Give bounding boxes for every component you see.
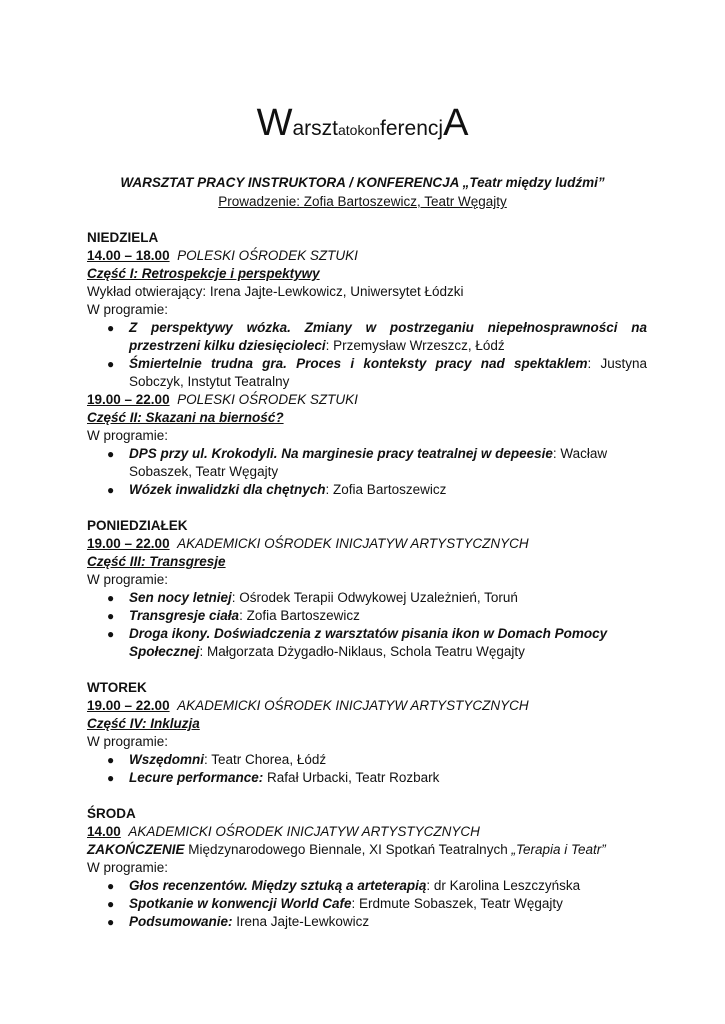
bullet-icon: ● (107, 321, 115, 335)
bullet-icon: ● (107, 897, 115, 911)
list-item (87, 445, 647, 481)
day-section (87, 229, 647, 499)
item-title: Śmiertelnie trudna gra. Proces i konteksty pracy nad spektaklem (129, 356, 588, 371)
list-item (87, 877, 647, 895)
item-detail: : Wacław Sobaszek, Teatr Węgajty (129, 446, 608, 479)
item-detail: : Małgorzata Dżygadło-Niklaus, Schola Teatru Węgajty (199, 644, 525, 659)
item-detail: : Przemysław Wrzeszcz, Łódź (325, 338, 505, 353)
day-heading: WTOREK (87, 680, 147, 695)
list-item (87, 481, 647, 499)
day-section (87, 517, 647, 661)
session-time-line (87, 535, 647, 553)
session-part: Część III: Transgresje (87, 554, 226, 569)
item-title: Spotkanie w konwencji World Cafe (129, 896, 352, 911)
session-time-line (87, 697, 647, 715)
bullet-icon: ● (107, 609, 115, 623)
day-heading: NIEDZIELA (87, 230, 159, 245)
bullet-icon: ● (107, 753, 115, 767)
session-place: AKADEMICKI OŚRODEK INICJATYW ARTYSTYCZNYCH (128, 824, 480, 839)
session-part: Część IV: Inkluzja (87, 716, 200, 731)
bullet-icon: ● (107, 915, 115, 929)
session-time-line (87, 823, 647, 841)
bullet-icon: ● (107, 879, 115, 893)
session-part: Część II: Skazani na bierność? (87, 410, 284, 425)
list-item (87, 355, 647, 391)
list-item (87, 913, 647, 931)
session-extra: Wykład otwierający: Irena Jajte-Lewkowicz, Uniwersytet Łódzki (87, 284, 464, 299)
closing-line (87, 841, 647, 859)
program-content (87, 229, 647, 931)
session-place: AKADEMICKI OŚRODEK INICJATYW ARTYSTYCZNYCH (177, 698, 529, 713)
item-title: Podsumowanie: (129, 914, 233, 929)
session-time-line (87, 391, 647, 409)
program-list (87, 877, 647, 931)
session-place: POLESKI OŚRODEK SZTUKI (177, 392, 358, 407)
day-heading: PONIEDZIAŁEK (87, 518, 188, 533)
document-title: WARSZTAT PRACY INSTRUKTORA / KONFERENCJA „Teatr między ludźmi” (120, 175, 605, 190)
logo-segment: ar (292, 117, 312, 140)
program-list (87, 319, 647, 391)
program-label: W programie: (87, 302, 169, 317)
program-label: W programie: (87, 428, 169, 443)
list-item (87, 607, 647, 625)
closing-text: Międzynarodowego Biennale, XI Spotkań Teatralnych (184, 842, 512, 857)
session-time: 19.00 – 22.00 (87, 536, 170, 551)
item-detail: Rafał Urbacki, Teatr Rozbark (263, 770, 440, 785)
item-title: Sen nocy letniej (129, 590, 232, 605)
bullet-icon: ● (107, 357, 115, 371)
session-time: 14.00 – 18.00 (87, 248, 170, 263)
session-part: Część I: Retrospekcje i perspektywy (87, 266, 320, 281)
list-item (87, 895, 647, 913)
bullet-icon: ● (107, 591, 115, 605)
list-item (87, 625, 647, 661)
session-place: AKADEMICKI OŚRODEK INICJATYW ARTYSTYCZNYCH (177, 536, 529, 551)
logo-letter: W (256, 102, 293, 144)
logo-segment: at (337, 122, 350, 138)
item-title: Głos recenzentów. Między sztuką a arteterapią (129, 878, 427, 893)
session-time: 14.00 (87, 824, 121, 839)
day-section (87, 805, 647, 931)
program-list (87, 751, 647, 787)
program-list (87, 589, 647, 661)
item-detail: Irena Jajte-Lewkowicz (232, 914, 370, 929)
document-subtitle: Prowadzenie: Zofia Bartoszewicz, Teatr Węgajty (218, 194, 507, 209)
program-list (87, 445, 647, 499)
list-item (87, 751, 647, 769)
program-label: W programie: (87, 860, 169, 875)
session-place: POLESKI OŚRODEK SZTUKI (177, 248, 358, 263)
item-title: Droga ikony. Doświadczenia z warsztatów pisania ikon w Domach Pomocy Społecznej (129, 626, 608, 659)
session-time: 19.00 – 22.00 (87, 392, 170, 407)
item-detail: : Teatr Chorea, Łódź (204, 752, 327, 767)
session-time: 19.00 – 22.00 (87, 698, 170, 713)
item-title: Wszędomni (129, 752, 205, 767)
logo-letter: A (443, 102, 469, 144)
logo-segment: okon (349, 122, 381, 138)
item-detail: : Zofia Bartoszewicz (239, 608, 360, 623)
item-detail: : Ośrodek Terapii Odwykowej Uzależnień, Toruń (231, 590, 518, 605)
program-label: W programie: (87, 572, 169, 587)
bullet-icon: ● (107, 447, 115, 461)
item-title: DPS przy ul. Krokodyli. Na marginesie pracy teatralnej w depeesie (129, 446, 553, 461)
list-item (87, 319, 647, 355)
item-detail: : Justyna Sobczyk, Instytut Teatralny (129, 356, 647, 389)
closing-italic: „Terapia i Teatr” (511, 842, 606, 857)
item-title: Lecure performance: (129, 770, 264, 785)
item-detail: : dr Karolina Leszczyńska (426, 878, 581, 893)
item-title: Transgresje ciała (129, 608, 240, 623)
logo-segment: fer (380, 117, 405, 140)
list-item (87, 589, 647, 607)
closing-bold: ZAKOŃCZENIE (87, 842, 185, 857)
item-detail: : Zofia Bartoszewicz (325, 482, 447, 497)
bullet-icon: ● (107, 483, 115, 497)
list-item (87, 769, 647, 787)
item-title: Z perspektywy wózka. Zmiany w postrzeganiu niepełnosprawności na przestrzeni kilku dziesięcioleci (129, 320, 647, 353)
day-section (87, 679, 647, 787)
bullet-icon: ● (107, 771, 115, 785)
day-heading: ŚRODA (87, 806, 136, 821)
bullet-icon: ● (107, 627, 115, 641)
logo-segment: szt (311, 117, 338, 140)
item-detail: : Erdmute Sobaszek, Teatr Węgajty (351, 896, 563, 911)
session-time-line (87, 247, 647, 265)
program-label: W programie: (87, 734, 169, 749)
item-title: Wózek inwalidzki dla chętnych (129, 482, 326, 497)
logo-segment: encj (404, 117, 444, 140)
warsztatokonferencja-logo (0, 104, 725, 142)
